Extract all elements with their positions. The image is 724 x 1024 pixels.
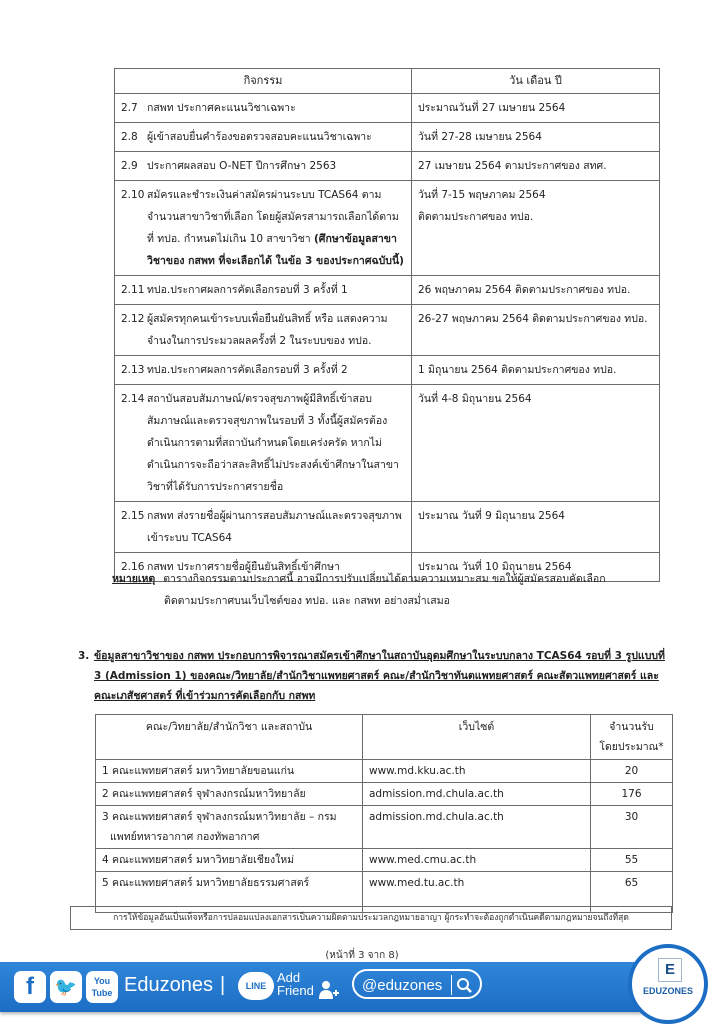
activity-text [147, 308, 405, 352]
schedule-row [115, 152, 660, 181]
faculty-quota: 176 [591, 783, 673, 806]
youtube-icon[interactable] [86, 971, 118, 1003]
activity-number: 2.7 [121, 102, 138, 114]
activity-cell [115, 152, 412, 181]
faculty-row [96, 806, 673, 849]
activity-cell [115, 305, 412, 356]
schedule-row [115, 385, 660, 502]
activity-text [147, 184, 405, 272]
date-line: ติดตามประกาศของ ทปอ. [418, 211, 534, 223]
activity-number: 2.10 [121, 189, 145, 201]
activity-cell [115, 502, 412, 553]
activity-text [147, 388, 405, 498]
date-header: วัน เดือน ปี [412, 69, 660, 94]
faculty-name-line-1: 4 คณะแพทยศาสตร์ มหาวิทยาลัยเชียงใหม่ [102, 854, 295, 866]
date-cell [412, 356, 660, 385]
faculties-table [95, 714, 673, 913]
faculty-website[interactable]: www.med.tu.ac.th [363, 872, 591, 913]
schedule-row [115, 276, 660, 305]
youtube-icon-top: You [93, 976, 111, 986]
date-line: ประมาณ วันที่ 9 มิถุนายน 2564 [418, 510, 565, 522]
legal-disclaimer: การให้ข้อมูลอันเป็นเท็จหรือการปลอมแปลงเอกสารเป็นความผิดตามประมวลกฎหมายอาญา ผู้กระทำจะต้องถูกดำเนินคดีตามกฎหมายจนถึงที่สุด [70, 906, 672, 930]
schedule-row [115, 94, 660, 123]
date-line: 26 พฤษภาคม 2564 ติดตามประกาศของ ทปอ. [418, 284, 631, 296]
activity-number: 2.13 [121, 364, 145, 376]
faculty-row [96, 760, 673, 783]
add-friend-line-1: Add [277, 970, 301, 985]
add-friend-label[interactable] [277, 971, 314, 997]
activity-text-normal: ผู้เข้าสอบยื่นคำร้องขอตรวจสอบคะแนนวิชาเฉพาะ [147, 131, 372, 143]
faculty-name-line-2: แพทย์ทหารอากาศ กองทัพอากาศ [110, 831, 260, 843]
date-cell [412, 305, 660, 356]
faculty-name-line-1: 3 คณะแพทยศาสตร์ จุฬาลงกรณ์มหาวิทยาลัย – กรม [102, 811, 337, 823]
activity-text [147, 359, 405, 381]
activity-text-normal: ทปอ.ประกาศผลการคัดเลือกรอบที่ 3 ครั้งที่ 2 [147, 364, 348, 376]
date-cell [412, 502, 660, 553]
activity-number: 2.11 [121, 284, 145, 296]
quota-header-line-2: โดยประมาณ* [599, 741, 664, 753]
remark-line-1: ตารางกิจกรรมตามประกาศนี้ อาจมีการปรับเปลี่ยนได้ตามความเหมาะสม ขอให้ผู้สมัครสอบคัดเลือก [163, 573, 606, 585]
activity-header: กิจกรรม [115, 69, 412, 94]
eduzones-logo[interactable] [628, 944, 708, 1024]
faculties-header-row [96, 715, 673, 760]
website-header: เว็บไซต์ [363, 715, 591, 760]
logo-text: EDUZONES [642, 986, 693, 996]
section-number: 3. [78, 650, 90, 662]
date-line: ประมาณ วันที่ 10 มิถุนายน 2564 [418, 561, 572, 573]
faculty-name [96, 849, 363, 872]
activity-number: 2.8 [121, 131, 138, 143]
date-line: 1 มิถุนายน 2564 ติดตามประกาศของ ทปอ. [418, 364, 617, 376]
activity-number: 2.9 [121, 160, 138, 172]
faculty-quota: 30 [591, 806, 673, 849]
search-icon[interactable] [456, 971, 472, 1012]
activity-number: 2.15 [121, 510, 145, 522]
section-title: ข้อมูลสาขาวิชาของ กสพท ประกอบการพิจารณาสมัครเข้าศึกษาในสถาบันอุดมศึกษาในระบบกลาง TCAS64 รอบที่ 3 รูปแบบที่ 3 (Admission 1) ของคณะ/วิทยาลัย/สำนักวิชาแพทยศาสตร์ คณะ/สำนักวิชาทันตแพทยศาสตร์ คณะสัตวแพทยศาสตร์ และคณะเภสัชศาสตร์ ที่เข้าร่วมการคัดเลือกกับ กสพท [94, 650, 665, 702]
youtube-icon-bottom: Tube [91, 988, 113, 998]
section-3-heading [78, 646, 670, 706]
date-cell [412, 94, 660, 123]
user-add-icon[interactable] [318, 980, 340, 1005]
date-line: วันที่ 27-28 เมษายน 2564 [418, 131, 542, 143]
page-number: (หน้าที่ 3 จาก 8) [325, 950, 399, 961]
faculty-website[interactable]: admission.md.chula.ac.th [363, 783, 591, 806]
schedule-row [115, 356, 660, 385]
activity-text-normal: กสพท ประกาศรายชื่อผู้ยืนยันสิทธิ์เข้าศึกษา [147, 561, 340, 573]
quota-header-line-1: จำนวนรับ [609, 721, 654, 733]
brand-name: Eduzones [124, 974, 213, 996]
activity-text [147, 279, 405, 301]
twitter-icon[interactable]: 🐦 [50, 971, 82, 1003]
date-line: วันที่ 4-8 มิถุนายน 2564 [418, 393, 532, 405]
faculty-quota: 20 [591, 760, 673, 783]
activity-text-normal: กสพท ประกาศคะแนนวิชาเฉพาะ [147, 102, 296, 114]
activity-text-normal: ประกาศผลสอบ O-NET ปีการศึกษา 2563 [147, 160, 337, 172]
line-handle: @eduzones [362, 977, 443, 994]
activity-text-bold: (ศึกษาข้อมูลสาขาวิชาของ กสพท ที่จะเลือกได้ ในข้อ 3 ของประกาศฉบับนี้) [147, 233, 404, 267]
remark-label: หมายเหตุ [112, 573, 156, 585]
activity-cell [115, 123, 412, 152]
activity-number: 2.12 [121, 313, 145, 325]
schedule-row [115, 181, 660, 276]
schedule-row [115, 123, 660, 152]
date-cell [412, 276, 660, 305]
search-divider [451, 975, 452, 995]
faculty-website[interactable]: www.med.cmu.ac.th [363, 849, 591, 872]
schedule-row [115, 305, 660, 356]
date-cell [412, 181, 660, 276]
date-line: ประมาณวันที่ 27 เมษายน 2564 [418, 102, 566, 114]
activity-text-normal: กสพท ส่งรายชื่อผู้ผ่านการสอบสัมภาษณ์และตรวจสุขภาพเข้าระบบ TCAS64 [147, 510, 402, 544]
activity-number: 2.16 [121, 561, 145, 573]
activity-text-normal: ผู้สมัครทุกคนเข้าระบบเพื่อยืนยันสิทธิ์ หรือ แสดงความจำนงในการประมวลผลครั้งที่ 2 ในระบบของ ทปอ. [147, 313, 388, 347]
add-friend-line-2: Friend [277, 983, 314, 998]
date-cell [412, 385, 660, 502]
faculty-name-header: คณะ/วิทยาลัย/สำนักวิชา และสถาบัน [96, 715, 363, 760]
date-line: 26-27 พฤษภาคม 2564 ติดตามประกาศของ ทปอ. [418, 313, 648, 325]
activity-text [147, 155, 405, 177]
date-line: วันที่ 7-15 พฤษภาคม 2564 [418, 189, 546, 201]
activity-cell [115, 385, 412, 502]
quota-header [591, 715, 673, 760]
schedule-header-row [115, 69, 660, 94]
logo-letter: E [658, 958, 682, 982]
faculty-row [96, 783, 673, 806]
schedule-table [114, 68, 660, 582]
faculty-website[interactable]: admission.md.chula.ac.th [363, 806, 591, 849]
activity-text-normal: สมัครและชำระเงินค่าสมัครผ่านระบบ TCAS64 ตามจำนวนสาขาวิชาที่เลือก โดยผู้สมัครสามารถเลือกได้ตามที่ ทปอ. กำหนดไม่เกิน 10 สาขาวิชา [147, 189, 399, 245]
activity-cell [115, 276, 412, 305]
faculty-quota: 55 [591, 849, 673, 872]
faculty-name [96, 760, 363, 783]
facebook-icon[interactable]: f [14, 971, 46, 1003]
faculty-name-line-1: 5 คณะแพทยศาสตร์ มหาวิทยาลัยธรรมศาสตร์ [102, 877, 310, 889]
line-id-search[interactable] [352, 969, 482, 999]
line-icon[interactable]: LINE [238, 972, 274, 1000]
activity-text-normal: ทปอ.ประกาศผลการคัดเลือกรอบที่ 3 ครั้งที่ 1 [147, 284, 348, 296]
activity-text [147, 97, 405, 119]
date-cell [412, 123, 660, 152]
separator: | [220, 974, 226, 996]
activity-cell [115, 356, 412, 385]
activity-number: 2.14 [121, 393, 145, 405]
remark-line-2: ติดตามประกาศบนเว็บไซต์ของ ทปอ. และ กสพท อย่างสม่ำเสมอ [164, 595, 450, 607]
schedule-row [115, 502, 660, 553]
date-cell [412, 152, 660, 181]
remark [112, 568, 672, 612]
faculty-name-line-1: 1 คณะแพทยศาสตร์ มหาวิทยาลัยขอนแก่น [102, 765, 295, 777]
faculty-name [96, 783, 363, 806]
faculty-name [96, 806, 363, 849]
faculty-row [96, 849, 673, 872]
faculty-website[interactable]: www.md.kku.ac.th [363, 760, 591, 783]
activity-text [147, 505, 405, 549]
activity-cell [115, 181, 412, 276]
activity-text [147, 126, 405, 148]
faculty-quota: 65 [591, 872, 673, 913]
faculty-name-line-1: 2 คณะแพทยศาสตร์ จุฬาลงกรณ์มหาวิทยาลัย [102, 788, 306, 800]
date-line: 27 เมษายน 2564 ตามประกาศของ สทศ. [418, 160, 607, 172]
activity-cell [115, 94, 412, 123]
activity-text-normal: สถาบันสอบสัมภาษณ์/ตรวจสุขภาพผู้มีสิทธิ์เข้าสอบสัมภาษณ์และตรวจสุขภาพในรอบที่ 3 ทั้งนี้ผู้สมัครต้องดำเนินการตามที่สถาบันกำหนดโดยเคร่งครัด หากไม่ดำเนินการจะถือว่าสละสิทธิ์ไม่ประสงค์เข้าศึกษาในสาขาวิชาที่ได้รับการประกาศรายชื่อ [147, 393, 399, 493]
